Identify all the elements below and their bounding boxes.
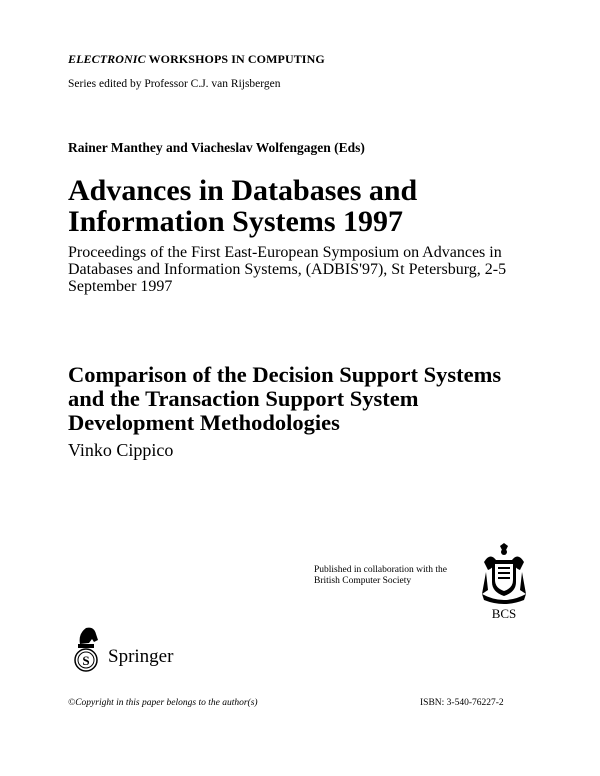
copyright-notice: ©Copyright in this paper belongs to the author(s) <box>68 698 258 708</box>
paper-title-line-1: Comparison of the Decision Support Systems <box>68 362 502 387</box>
series-editor: Series edited by Professor C.J. van Rijsbergen <box>68 78 281 90</box>
book-title-line-1: Advances in Databases and <box>68 174 418 207</box>
collaboration-line-2: British Computer Society <box>314 575 412 586</box>
springer-logo <box>66 622 106 674</box>
bcs-crest-icon <box>476 542 532 626</box>
paper-author: Vinko Cippico <box>68 440 174 460</box>
springer-wordmark: Springer <box>108 646 174 667</box>
book-title <box>68 175 568 237</box>
series-title <box>68 52 325 67</box>
series-title-rest: WORKSHOPS IN COMPUTING <box>145 52 325 66</box>
bcs-logo <box>476 542 532 626</box>
paper-title <box>68 363 538 435</box>
proceedings-text: Proceedings of the First East-European Symposium on Advances in Databases and Information Systems, (ADBIS'97), St Petersburg, 2-5 September 1997 <box>68 244 507 295</box>
springer-knight-icon <box>66 622 106 674</box>
svg-text:BCS: BCS <box>491 606 517 621</box>
svg-text:S: S <box>82 653 90 668</box>
collaboration-note <box>314 565 474 586</box>
series-title-italic: ELECTRONIC <box>68 52 146 66</box>
paper-title-line-3: Development Methodologies <box>68 410 340 435</box>
collaboration-line-1: Published in collaboration with the <box>314 565 447 575</box>
book-title-line-2: Information Systems 1997 <box>68 205 403 238</box>
isbn: ISBN: 3-540-76227-2 <box>420 698 504 708</box>
paper-title-line-2: and the Transaction Support System <box>68 386 419 411</box>
book-editors: Rainer Manthey and Viacheslav Wolfengagen (Eds) <box>68 140 365 155</box>
